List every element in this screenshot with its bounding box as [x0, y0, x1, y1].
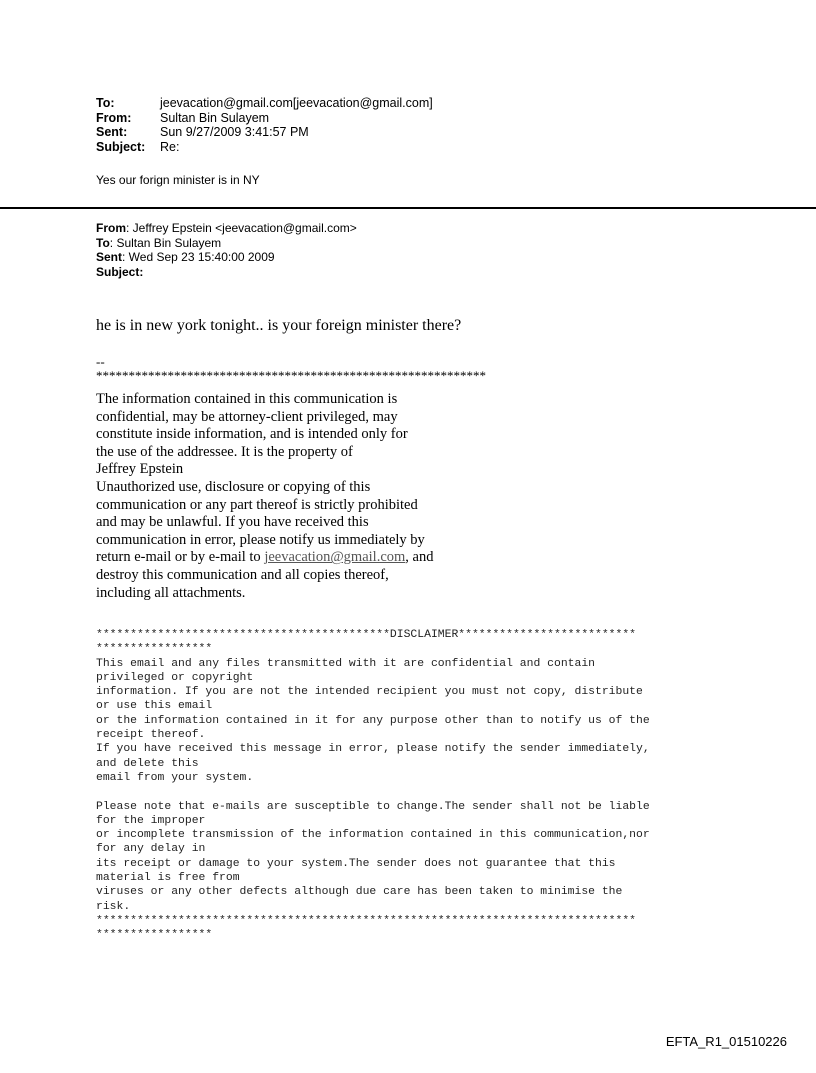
conf-line: [96, 549, 496, 567]
sent-label: Sent:: [96, 125, 128, 139]
orig-from-label: From: [96, 221, 126, 235]
orig-to-value: : Sultan Bin Sulayem: [109, 235, 222, 250]
conf-line: and may be unlawful. If you have received this: [96, 514, 369, 531]
document-id: EFTA_R1_01510226: [665, 1034, 787, 1049]
confidentiality-notice: [96, 391, 496, 602]
conf-line: communication in error, please notify us immediately by: [96, 531, 425, 548]
signature-separator: [96, 355, 486, 383]
email-link[interactable]: jeevacation@gmail.com: [264, 549, 406, 566]
orig-to-label: To: [96, 235, 110, 250]
subject-value: Re:: [160, 139, 180, 154]
orig-subject-label: Subject: [96, 264, 140, 279]
sent-row: [96, 125, 433, 140]
signature-stars: ************************************************************: [96, 368, 486, 383]
orig-sent-value: : Wed Sep 23 15:40:00 2009: [122, 250, 275, 264]
from-label: From:: [96, 110, 132, 125]
subject-label: Subject:: [96, 139, 146, 154]
reply-text: Yes our forign minister is in NY: [96, 173, 260, 187]
orig-from-row: [96, 221, 357, 236]
conf-line: the use of the addressee. It is the property of: [96, 443, 353, 460]
orig-sent-label: Sent: [96, 250, 123, 264]
subject-row: [96, 140, 433, 155]
disclaimer-block: *******************************************DISCLAIMER************************** ***************** This email and any files transmitted with it are confidential and contain privileged or copyright information. If you are not the intended recipient you must not copy, distribute or use this email or the information contained in it for any purpose other than to notify us of the receipt thereof. If you have received this message in error, please notify the sender immediately, and delete this email from your system. Please note that e-mails are susceptible to change.The sender shall not be liable for the improper or incomplete transmission of the information contained in this communication,nor for any delay in its receipt or damage to your system.The sender does not guarantee that this material is free from viruses or any other defects although due care has been taken to minimise the risk. ******************************************************************************* *****************: [96, 629, 650, 942]
conf-line: communication or any part thereof is strictly prohibited: [96, 496, 418, 513]
conf-text: , and: [405, 549, 434, 566]
message-body: he is in new york tonight.. is your foreign minister there?: [96, 317, 462, 334]
conf-line: including all attachments.: [96, 584, 246, 601]
orig-to-row: [96, 236, 357, 251]
conf-text: return e-mail or by e-mail to: [96, 549, 265, 566]
conf-line: destroy this communication and all copies thereof,: [96, 566, 389, 583]
to-row: [96, 96, 433, 111]
orig-subject-value: :: [139, 264, 144, 279]
conf-line: constitute inside information, and is intended only for: [96, 426, 408, 443]
orig-from-value: : Jeffrey Epstein <jeevacation@gmail.com>: [126, 221, 357, 235]
to-value: jeevacation@gmail.com[jeevacation@gmail.com]: [160, 96, 433, 110]
divider-line: [0, 207, 816, 209]
original-message-header: [96, 221, 357, 279]
signature-dashes: --: [96, 354, 105, 369]
from-row: [96, 111, 433, 126]
email-header: [96, 96, 433, 154]
conf-line: confidential, may be attorney-client privileged, may: [96, 408, 398, 425]
sent-value: Sun 9/27/2009 3:41:57 PM: [160, 125, 309, 139]
from-value: Sultan Bin Sulayem: [160, 110, 270, 125]
conf-line: The information contained in this communication is: [96, 391, 398, 407]
to-label: To:: [96, 96, 115, 110]
orig-subject-row: [96, 265, 357, 280]
conf-line: Jeffrey Epstein: [96, 461, 184, 478]
conf-line: Unauthorized use, disclosure or copying of this: [96, 478, 371, 495]
orig-sent-row: [96, 250, 357, 265]
